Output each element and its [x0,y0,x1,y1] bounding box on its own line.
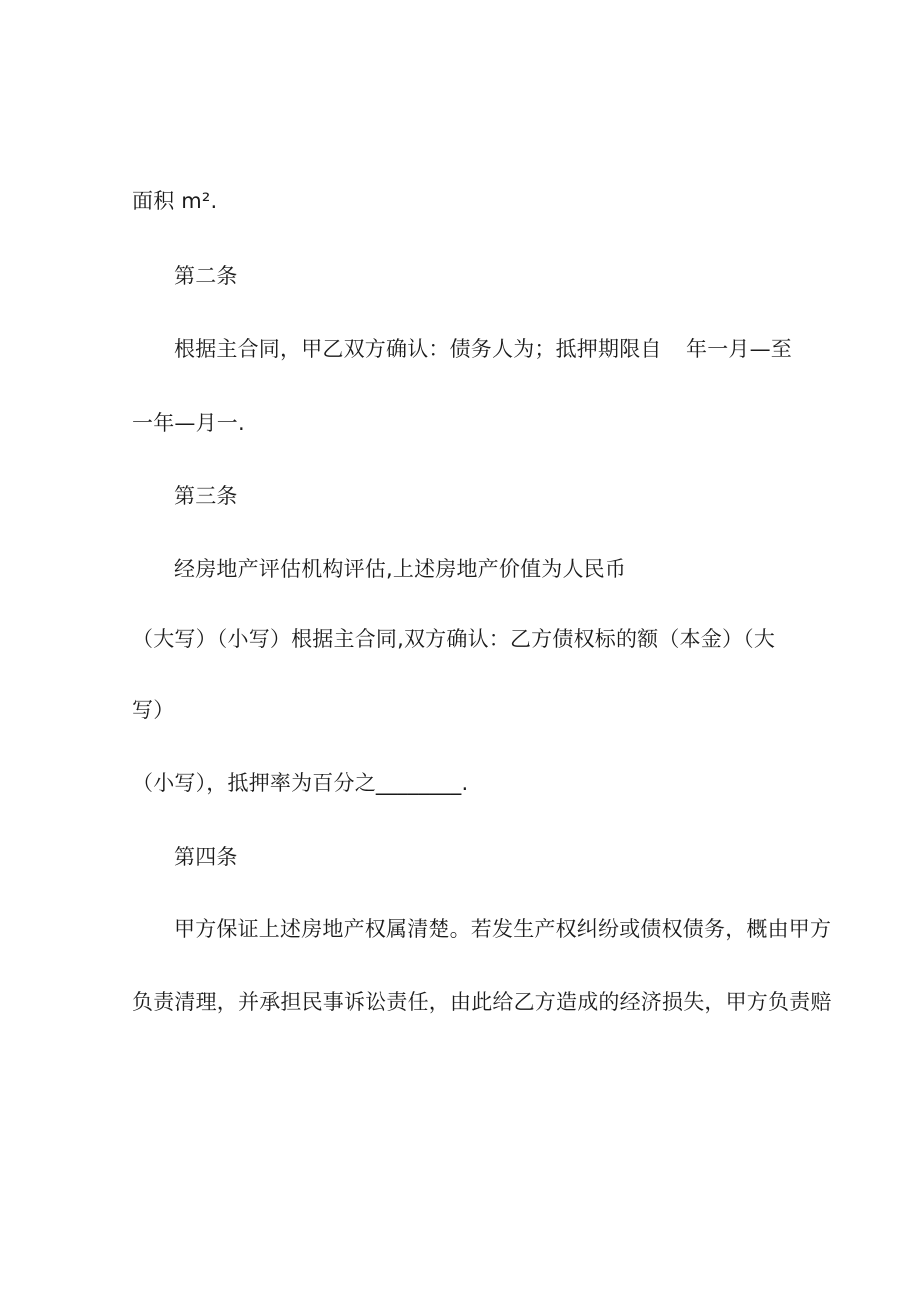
article-4-line-2: 负责清理，并承担民事诉讼责任，由此给乙方造成的经济损失，甲方负责赔 [132,990,832,1014]
article-3-line-1: 经房地产评估机构评估,上述房地产价值为人民币 [174,557,627,581]
article-3-line-4: （小写），抵押率为百分之________. [132,771,469,795]
article-2-line-2: 一年—月一. [132,411,245,435]
article-2-line-1b: 年一月—至 [686,337,792,361]
article-2-line-1a: 根据主合同，甲乙双方确认：债务人为；抵押期限自 [174,337,662,361]
article-3-line-2: （大写）（小写）根据主合同,双方确认：乙方债权标的额（本金）（大 [132,627,776,651]
article-2-heading: 第二条 [174,264,238,288]
area-line: 面积 m². [132,189,218,213]
article-3-heading: 第三条 [174,484,238,508]
article-4-heading: 第四条 [174,845,238,869]
article-3-line-3: 写） [132,698,175,722]
article-4-line-1: 甲方保证上述房地产权属清楚。若发生产权纠纷或债权债务，概由甲方 [174,917,832,941]
